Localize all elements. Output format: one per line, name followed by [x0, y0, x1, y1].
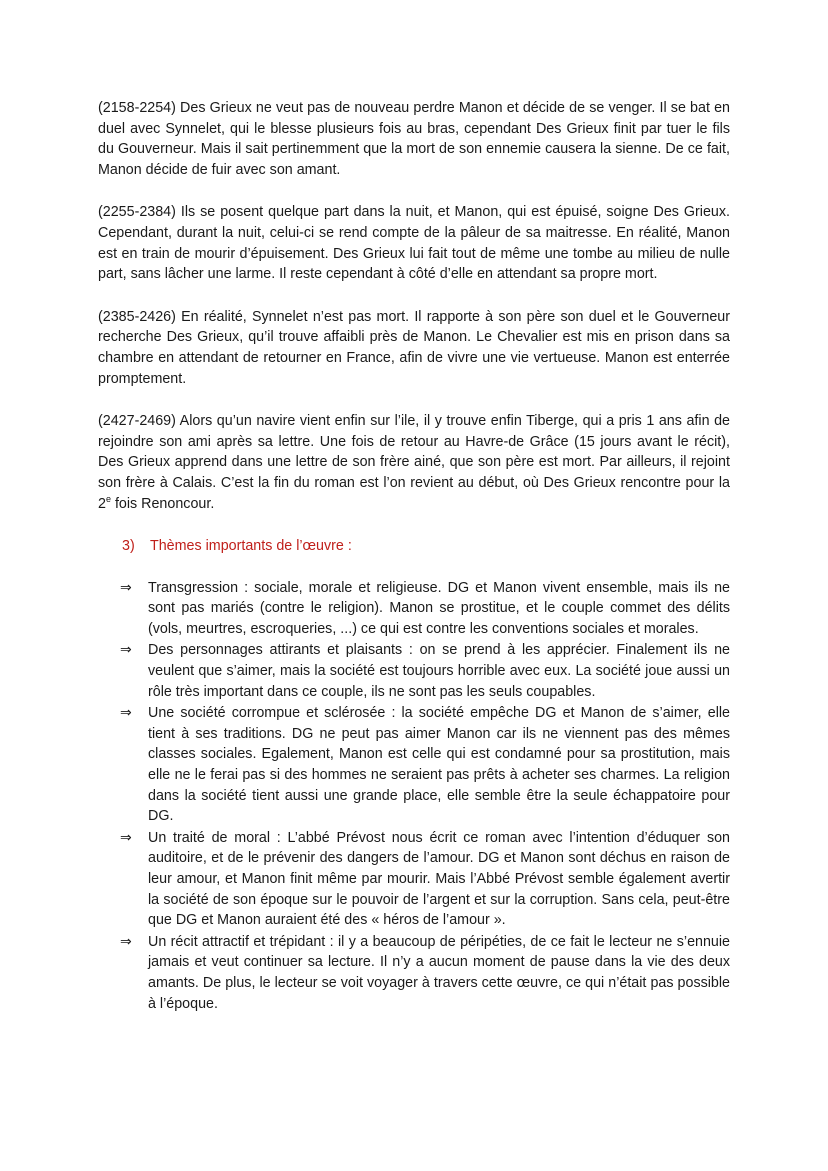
- list-item: [98, 578, 730, 640]
- section-title: Thèmes importants de l’œuvre :: [150, 538, 352, 555]
- theme-text-transgression: Transgression : sociale, morale et religieuse. DG et Manon vivent ensemble, mais ils ne sont pas mariés (contre le religion). Manon se prostitue, et le couple commet des délits (vols, meurtres, escroqueries, ...) ce qui est contre les conventions sociales et morales.: [148, 579, 730, 637]
- summary-paragraph-2385-2426: (2385-2426) En réalité, Synnelet n’est pas mort. Il rapporte à son père son duel et le Gouverneur recherche Des Grieux, qu’il trouve affaibli près de Manon. Le Chevalier est mis en prison dans sa chambre en attendant de retourner en France, afin de vivre une vie vertueuse. Manon est enterrée promptement.: [98, 308, 730, 387]
- double-arrow-icon: ⇒: [120, 705, 132, 722]
- document-page: [98, 98, 730, 1015]
- double-arrow-icon: ⇒: [120, 829, 132, 846]
- section-heading: [122, 536, 730, 557]
- section-number: 3): [122, 538, 135, 555]
- summary-paragraph-2427-2469: [98, 411, 730, 514]
- themes-list: [98, 578, 730, 1014]
- superscript-e: e: [105, 493, 111, 504]
- list-item: [98, 828, 730, 931]
- double-arrow-icon: ⇒: [120, 642, 132, 659]
- list-item: [98, 640, 730, 702]
- list-item: [98, 932, 730, 1014]
- list-item: [98, 703, 730, 827]
- double-arrow-icon: ⇒: [120, 579, 132, 596]
- summary-paragraph-2255-2384: (2255-2384) Ils se posent quelque part dans la nuit, et Manon, qui est épuisé, soigne Des Grieux. Cependant, durant la nuit, celui-ci se rend compte de la pâleur de sa maitresse. En réalité, Manon est en train de mourir d’épuisement. Des Grieux lui fait tout de même une tombe au milieu de nulle part, sans lâcher une larme. Il reste cependant à côté d’elle en attendant sa propre mort.: [98, 204, 730, 283]
- double-arrow-icon: ⇒: [120, 933, 132, 950]
- theme-text-traite-moral: Un traité de moral : L’abbé Prévost nous écrit ce roman avec l’intention d’éduquer son auditoire, et de le prévenir des dangers de l’amour. DG et Manon sont déchus en raison de leur amour, et Manon finit même par mourir. Mais l’Abbé Prévost semble également avertir la société de son époque sur le pouvoir de l’argent et sur la corruption. Sans cela, peut-être que DG et Manon auraient été des « héros de l’amour ».: [148, 829, 730, 929]
- paragraph-text-end: fois Renoncour.: [110, 495, 215, 512]
- theme-text-personnages: Des personnages attirants et plaisants : on se prend à les apprécier. Finalement ils ne veulent que s’aimer, mais la société est toujours horrible avec eux. La société joue aussi un rôle très important dans ce couple, ils ne sont pas les seuls coupables.: [148, 642, 730, 700]
- summary-paragraph-2158-2254: (2158-2254) Des Grieux ne veut pas de nouveau perdre Manon et décide de se venger. Il se bat en duel avec Synnelet, qui le blesse plusieurs fois au bras, cependant Des Grieux finit par tuer le fils du Gouverneur. Mais il sait pertinemment que la mort de son ennemie causera la sienne. De ce fait, Manon décide de fuir avec son amant.: [98, 100, 730, 178]
- theme-text-recit: Un récit attractif et trépidant : il y a beaucoup de péripéties, de ce fait le lecteur ne s’ennuie jamais et veut continuer sa lecture. Il n’y a aucun moment de pause dans la vie des deux amants. De plus, le lecteur se voit voyager à travers cette œuvre, ce qui n’était pas possible à l’époque.: [148, 933, 730, 1012]
- theme-text-societe: Une société corrompue et sclérosée : la société empêche DG et Manon de s’aimer, elle tient à ses traditions. DG ne peut pas aimer Manon car ils ne viennent pas des mêmes classes sociales. Egalement, Manon est celle qui est condamné pour sa prostitution, mais elle ne le ferai pas si des hommes ne seraient pas prêts à acheter ses charmes. La religion dans la société tient aussi une grande place, elle semble être la seule échappatoire pour DG.: [148, 705, 730, 825]
- paragraph-text: (2427-2469) Alors qu’un navire vient enfin sur l’ile, il y trouve enfin Tiberge, qui a pris 1 ans afin de rejoindre son ami après sa lettre. Une fois de retour au Havre-de Grâce (15 jours avant le récit), Des Grieux apprend dans une lettre de son frère ainé, que son père est mort. Par ailleurs, il rejoint son frère à Calais. C’est la fin du roman est l’on revient au début, où Des Grieux rencontre pour la 2: [98, 413, 730, 512]
